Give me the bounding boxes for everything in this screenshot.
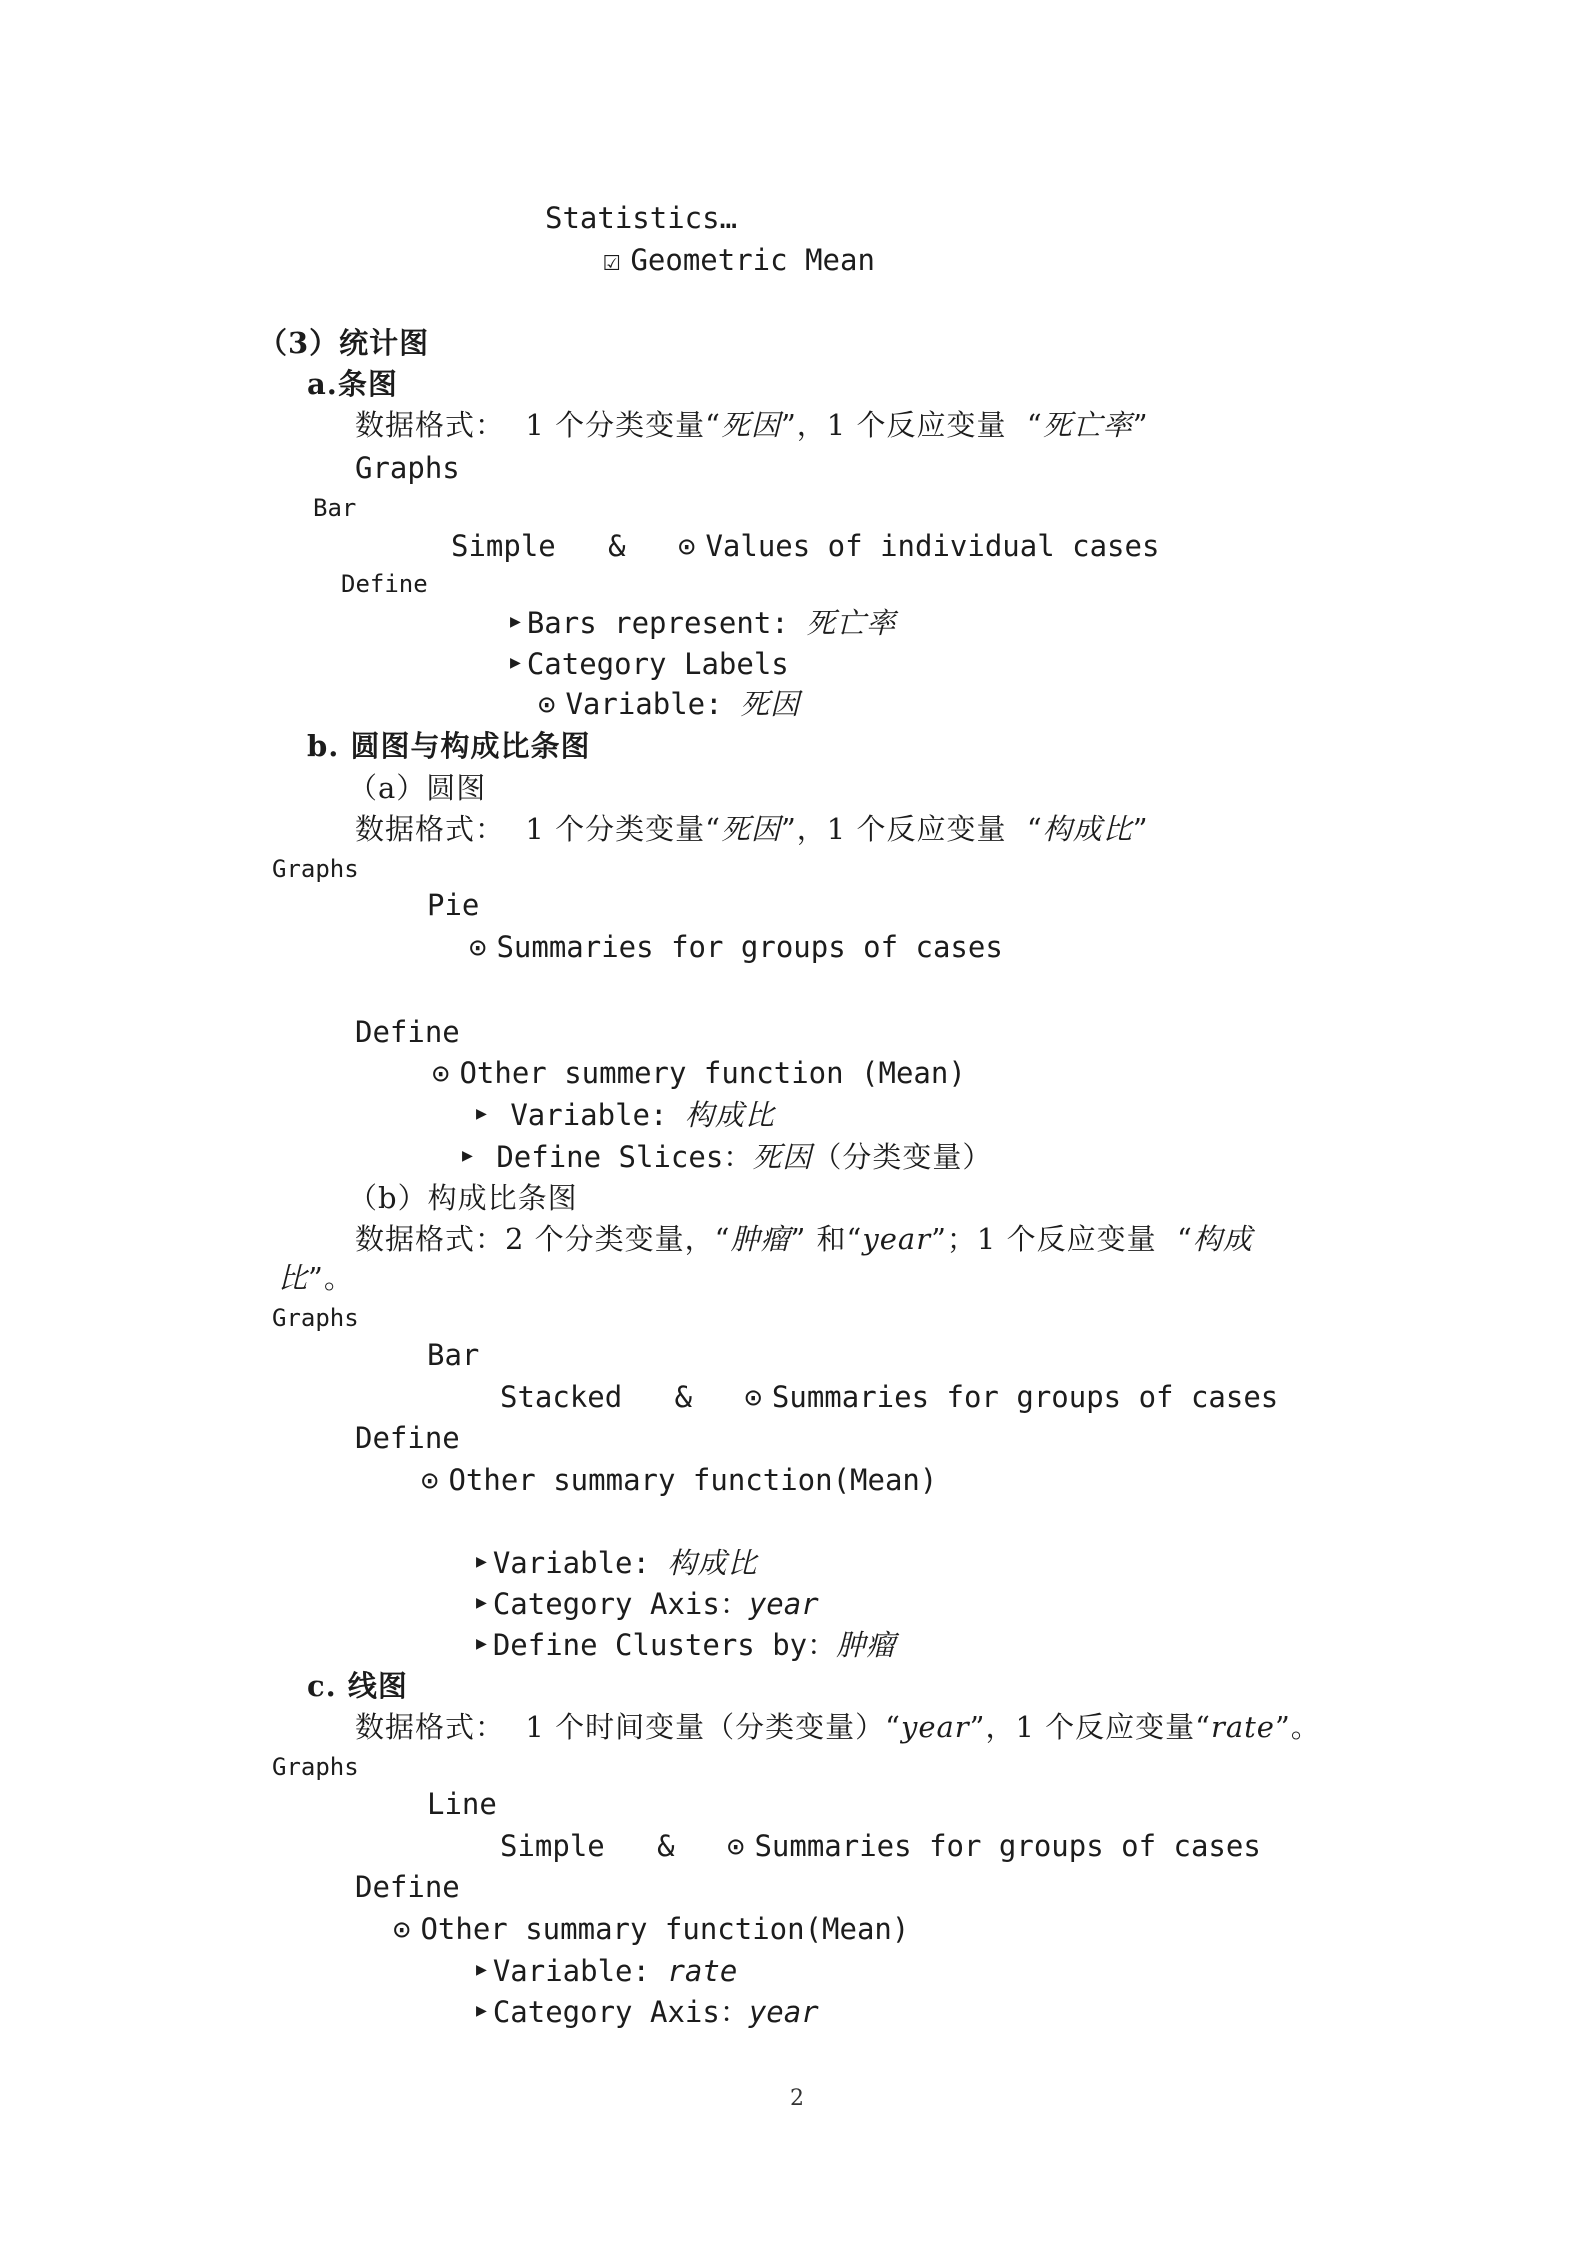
- data-format-line-bb-cont: 比”。: [278, 1261, 354, 1295]
- triangle-right-icon: ▶: [476, 2000, 487, 2021]
- page-number: 2: [790, 2086, 804, 2111]
- category-labels-line: ▶ Category Labels: [510, 643, 789, 684]
- category-axis-line-bb: ▶ Category Axis：year: [476, 1583, 819, 1624]
- menu-line: Line: [427, 1787, 497, 1821]
- other-summary-line-c: ⊙ Other summary function(Mean): [393, 1909, 909, 1949]
- data-format-line-b: 数据格式： 1 个分类变量“死因”，1 个反应变量 “构成比”: [355, 812, 1149, 846]
- pie-summaries-line: ⊙ Summaries for groups of cases: [469, 927, 1003, 967]
- category-axis-line-c: ▶ Category Axis：year: [476, 1991, 819, 2032]
- data-format-line-c: 数据格式： 1 个时间变量（分类变量）“year”，1 个反应变量“rate”。: [355, 1710, 1321, 1744]
- triangle-right-icon: ▶: [476, 1551, 487, 1572]
- data-format-line-bb: 数据格式：2 个分类变量，“肿瘤” 和“year”；1 个反应变量 “构成: [355, 1222, 1253, 1256]
- radio-selected-icon: ⊙: [432, 1056, 450, 1090]
- geometric-mean-label: Geometric Mean: [630, 243, 875, 277]
- define-b: Define: [355, 1015, 460, 1049]
- triangle-right-icon: ▶: [510, 611, 521, 632]
- radio-selected-icon: ⊙: [393, 1912, 411, 1946]
- variable-line-b: ▶ Variable: 构成比: [476, 1094, 775, 1135]
- triangle-right-icon: ▶: [476, 1592, 487, 1613]
- radio-selected-icon: ⊙: [538, 687, 556, 721]
- section-heading: （3）统计图: [258, 326, 430, 360]
- menu-bar-a: Bar: [313, 494, 357, 522]
- menu-pie: Pie: [427, 888, 480, 922]
- radio-selected-icon: ⊙: [727, 1829, 745, 1863]
- menu-graphs-b: Graphs: [272, 855, 359, 883]
- data-format-line-a: 数据格式： 1 个分类变量“死因”，1 个反应变量 “死亡率”: [355, 408, 1149, 442]
- pie-heading: （a）圆图: [348, 771, 487, 805]
- define-c: Define: [355, 1870, 460, 1904]
- triangle-right-icon: ▶: [462, 1145, 473, 1166]
- define-slices-line: ▶ Define Slices：死因（分类变量）: [462, 1136, 992, 1177]
- stacked-bar-heading: （b）构成比条图: [348, 1181, 578, 1215]
- triangle-right-icon: ▶: [476, 1633, 487, 1654]
- subsection-heading-b: b. 圆图与构成比条图: [307, 729, 591, 763]
- radio-selected-icon: ⊙: [744, 1380, 762, 1414]
- variable-line-bb: ▶ Variable: 构成比: [476, 1542, 757, 1583]
- checkbox-checked-icon: ☑: [603, 243, 621, 277]
- triangle-right-icon: ▶: [476, 1959, 487, 1980]
- define-bb: Define: [355, 1421, 460, 1455]
- menu-graphs-c: Graphs: [272, 1753, 359, 1781]
- define-a: Define: [341, 570, 428, 598]
- subsection-heading-a: a.条图: [307, 367, 398, 401]
- statistics-menu-path: [545, 198, 737, 238]
- radio-selected-icon: ⊙: [469, 930, 487, 964]
- bar-type-line-a: Simple & ⊙ Values of individual cases: [451, 526, 1159, 566]
- triangle-right-icon: ▶: [510, 652, 521, 673]
- triangle-right-icon: ▶: [476, 1103, 487, 1124]
- other-summary-line-bb: ⊙ Other summary function(Mean): [421, 1460, 937, 1500]
- bars-represent-line: ▶ Bars represent: 死亡率: [510, 602, 896, 643]
- define-clusters-line: ▶ Define Clusters by：肿瘤: [476, 1624, 896, 1665]
- menu-graphs-a: Graphs: [355, 451, 460, 485]
- geometric-mean-option: [603, 240, 875, 280]
- radio-selected-icon: ⊙: [421, 1463, 439, 1497]
- menu-graphs-bb: Graphs: [272, 1304, 359, 1332]
- other-summery-line: ⊙ Other summery function (Mean): [432, 1053, 966, 1093]
- stacked-type-line: Stacked & ⊙ Summaries for groups of cases: [500, 1377, 1278, 1417]
- variable-line-a: ⊙ Variable: 死因: [538, 684, 800, 724]
- subsection-heading-c: c. 线图: [307, 1669, 408, 1703]
- variable-line-c: ▶ Variable: rate: [476, 1950, 737, 1991]
- statistics-text: Statistics…: [545, 201, 738, 235]
- menu-bar-bb: Bar: [427, 1338, 480, 1372]
- radio-selected-icon: ⊙: [678, 529, 696, 563]
- line-type-line: Simple & ⊙ Summaries for groups of cases: [500, 1826, 1261, 1866]
